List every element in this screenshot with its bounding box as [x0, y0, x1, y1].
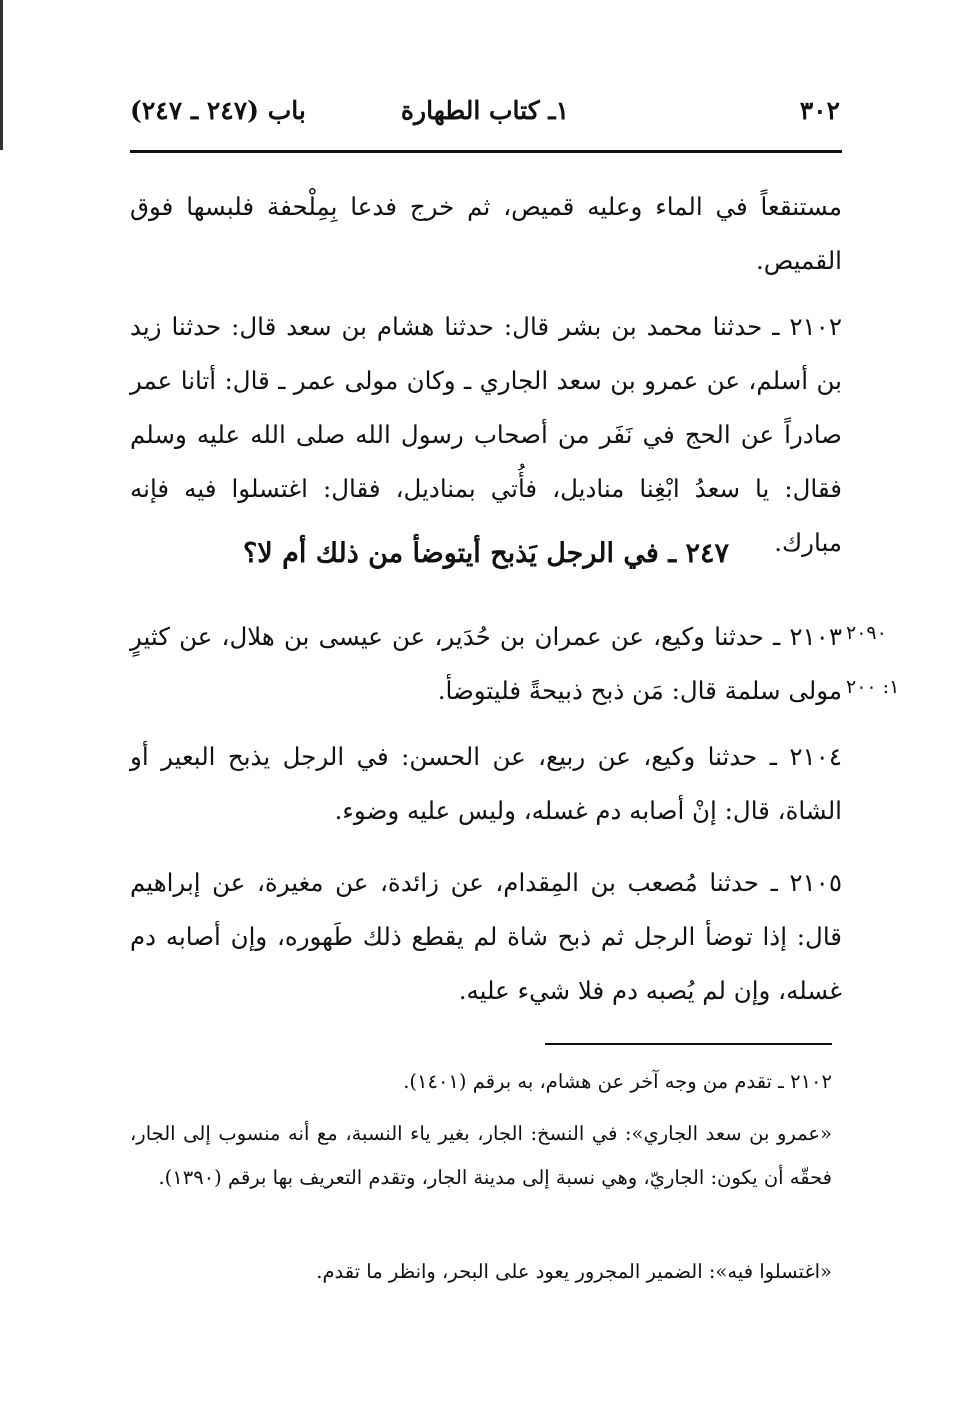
chapter-heading: ٢٤٧ ـ في الرجل يَذبح أيتوضأ من ذلك أم لا؟: [242, 538, 730, 569]
margin-ref-2: ١: ٢٠٠: [846, 676, 900, 698]
paragraph-continuation: مستنقعاً في الماء وعليه قميص، ثم خرج فدعا بِمِلْحفة فلبسها فوق القميص.: [130, 192, 842, 275]
hadith-2102: ٢١٠٢ ـ حدثنا محمد بن بشر قال: حدثنا هشام بن سعد قال: حدثنا زيد بن أسلم، عن عمرو بن سعد الجاري ـ وكان مولى عمر ـ قال: أتانا عمر صادراً عن الحج في نَفَر من أصحاب رسول الله صلى الله عليه وسلم فقال: يا سعدُ ابْغِنا مناديل، فأُتي بمناديل، فقال: اغتسلوا فيه فإنه مبارك.: [130, 312, 842, 557]
header-rule: [130, 150, 842, 153]
chapter-range: باب (٢٤٧ ـ ٢٤٧): [130, 96, 306, 125]
footnote-1: ٢١٠٢ ـ تقدم من وجه آخر عن هشام، به برقم (١٤٠١).: [403, 1070, 832, 1093]
hadith-2105: ٢١٠٥ ـ حدثنا مُصعب بن المِقدام، عن زائدة، عن مغيرة، عن إبراهيم قال: إذا توضأ الرجل ثم ذبح شاة لم يقطع ذلك طَهوره، وإن أصابه دم غسله، وإن لم يُصبه دم فلا شيء عليه.: [130, 868, 842, 1005]
page-edge-mark: [0, 0, 3, 150]
hadith-2103: ٢١٠٣ ـ حدثنا وكيع، عن عمران بن حُدَير، عن عيسى بن هلال، عن كثيرٍ مولى سلمة قال: مَن ذبح ذبيحةً فليتوضأ.: [130, 622, 842, 705]
running-header: [130, 92, 840, 150]
margin-ref-1: ٢٠٩٠: [846, 622, 887, 644]
hadith-2104: ٢١٠٤ ـ حدثنا وكيع، عن ربيع، عن الحسن: في الرجل يذبح البعير أو الشاة، قال: إنْ أصابه دم غسله، وليس عليه وضوء.: [130, 742, 842, 825]
page-number: ٣٠٢: [799, 96, 840, 125]
book-title: ١ـ كتاب الطهارة: [400, 96, 570, 125]
footnote-rule: [545, 1043, 832, 1045]
footnote-2: «عمرو بن سعد الجاري»: في النسخ: الجار، بغير ياء النسبة، مع أنه منسوب إلى الجار، فحقّه أن يكون: الجاريّ، وهي نسبة إلى مدينة الجار، وتقدم التعريف بها برقم (١٣٩٠).: [130, 1122, 832, 1189]
footnote-3: «اغتسلوا فيه»: الضمير المجرور يعود على البحر، وانظر ما تقدم.: [316, 1260, 832, 1283]
